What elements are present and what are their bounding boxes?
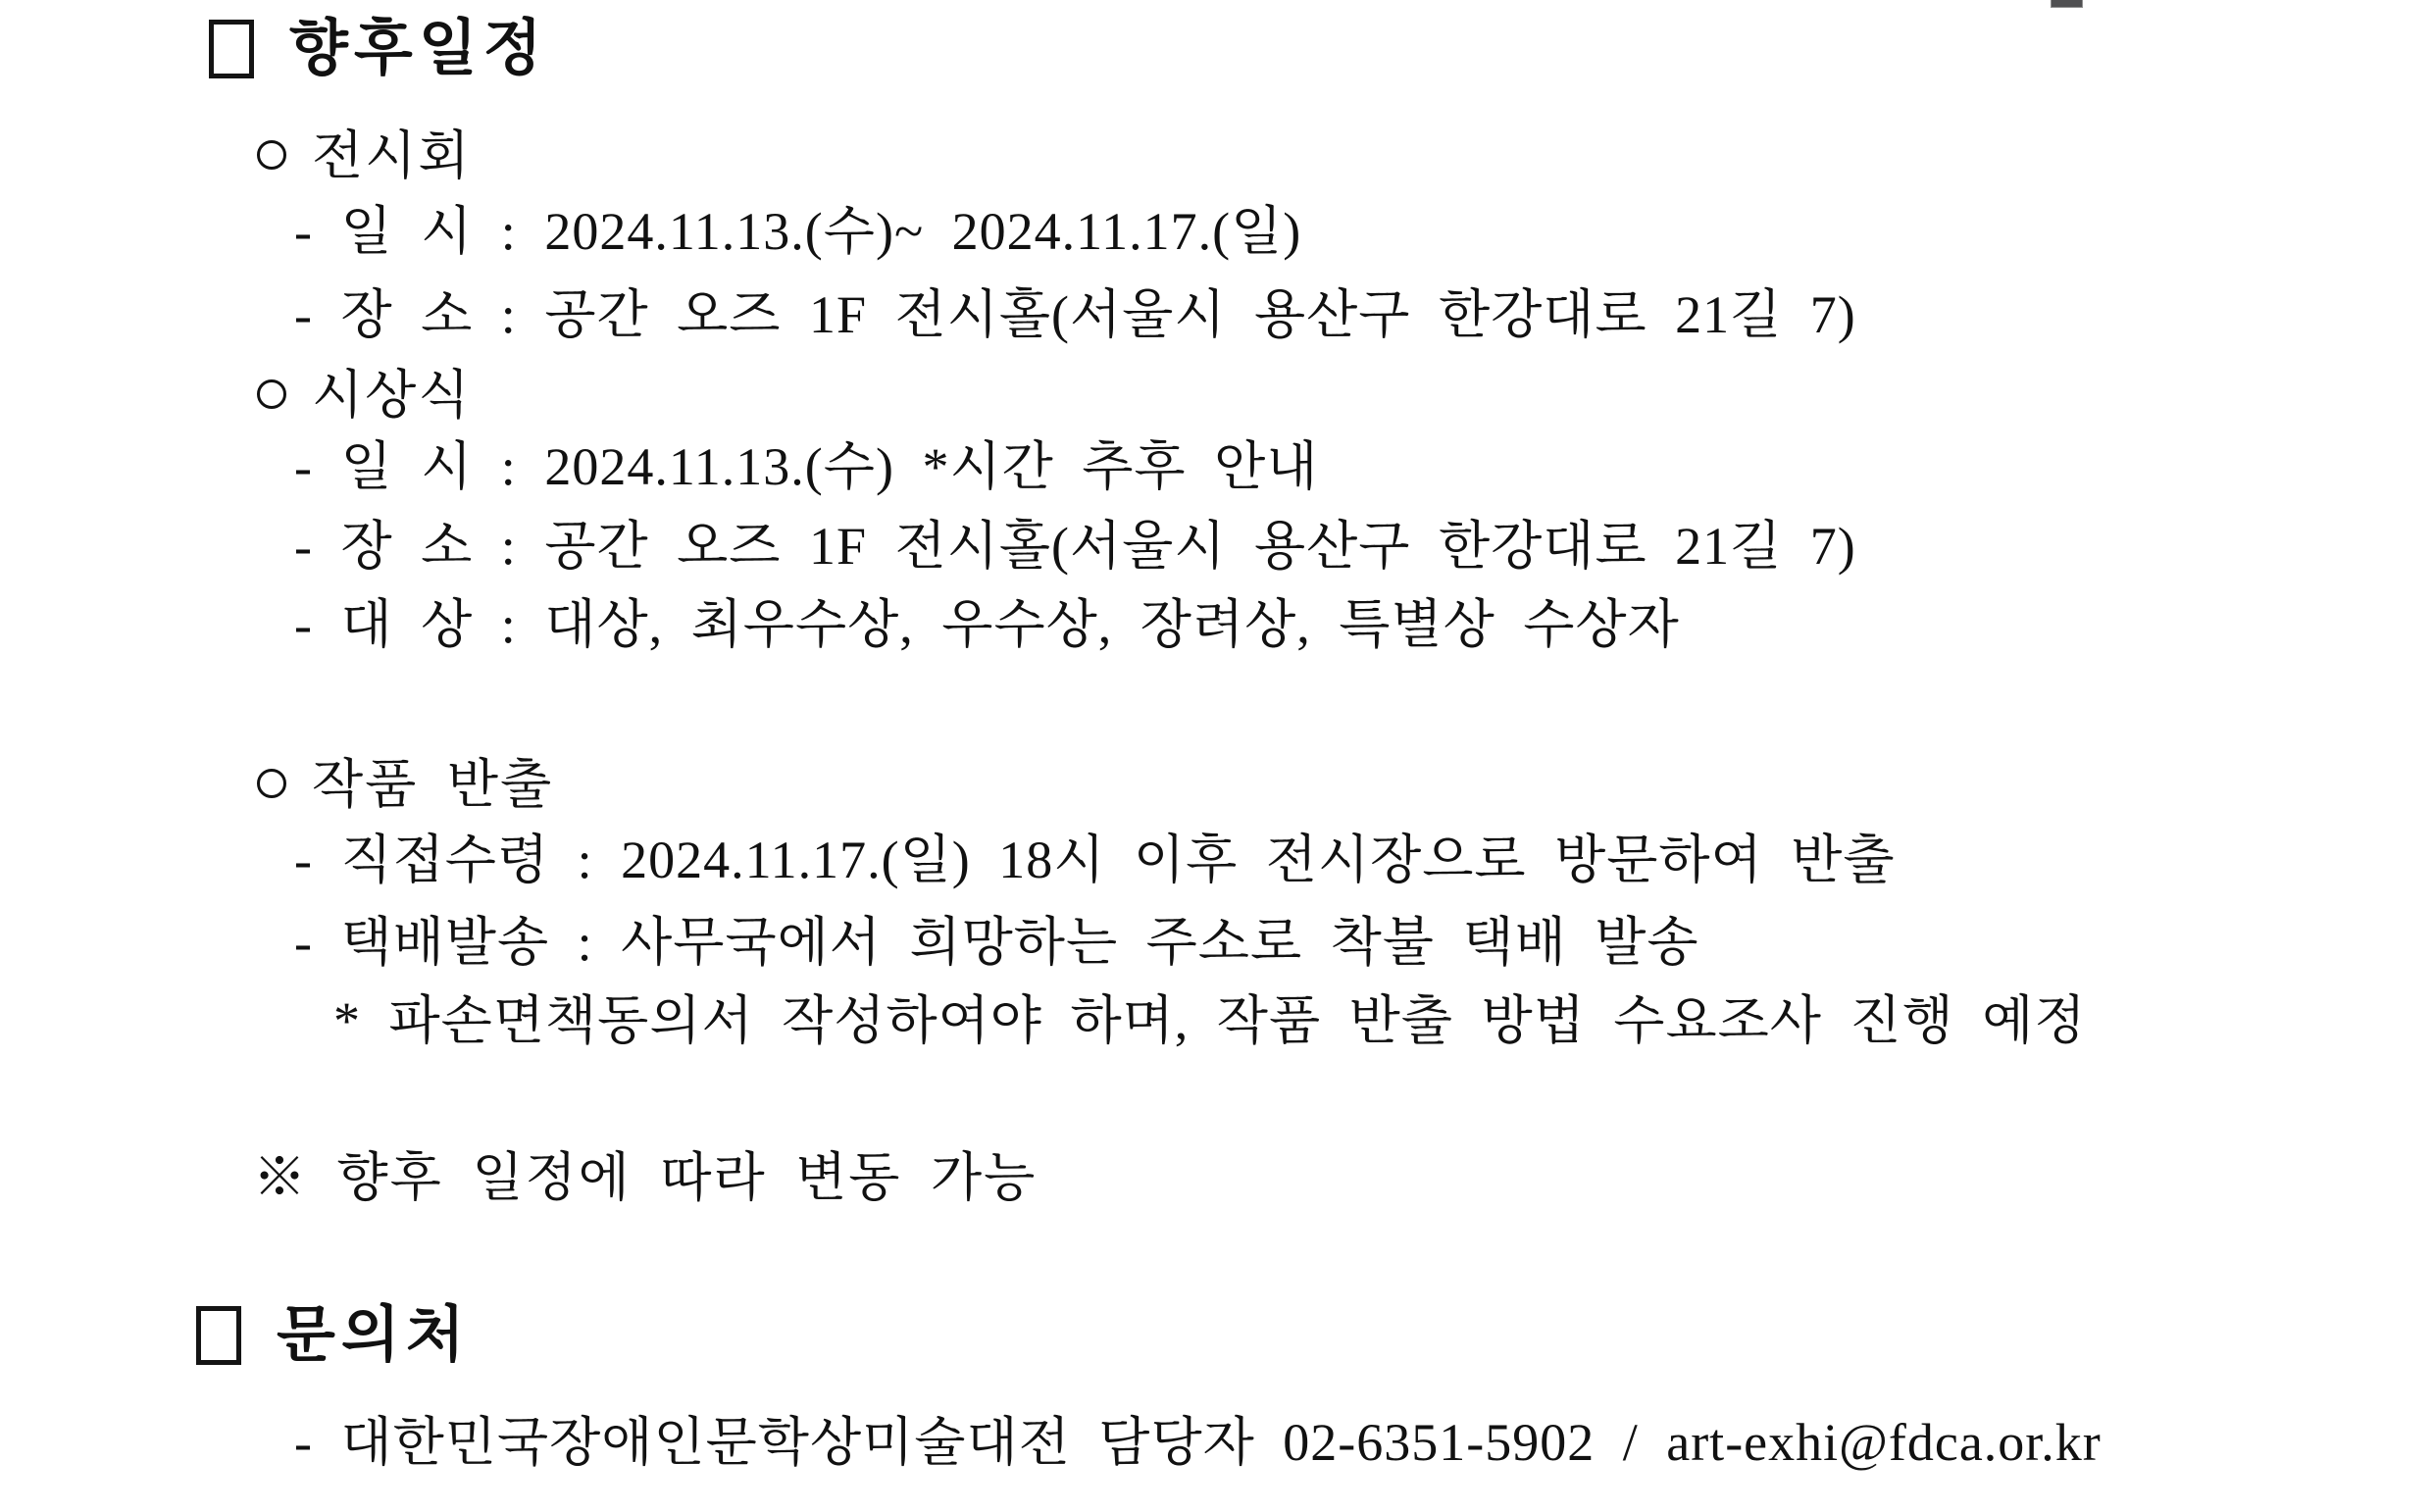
section-title-schedule: 향후일정 [289,16,548,82]
subsection-title-award-ceremony: 시상식 [312,366,472,425]
white-square-bullet-icon [196,1306,241,1365]
award-date-line: - 일 시 : 2024.11.13.(수) *시간 추후 안내 [294,437,1319,496]
award-venue-line: - 장 소 : 공간 오즈 1F 전시홀(서울시 용산구 한강대로 21길 7) [294,517,1856,576]
subsection-exhibition [257,127,472,185]
return-courier-line: - 택배발송 : 사무국에서 희망하는 주소로 착불 택배 발송 [294,913,1699,972]
award-recipients-line: - 대 상 : 대상, 최우수상, 우수상, 장려상, 특별상 수상자 [294,595,1680,654]
contact-detail-line: - 대한민국장애인문학상미술대전 담당자 02-6351-5902 / art-exhi@fdca.or.kr [294,1413,2102,1472]
circle-bullet-icon [257,140,286,170]
subsection-award-ceremony [257,367,472,425]
white-square-bullet-icon [209,20,254,78]
schedule-change-notice-line: ※ 향후 일정에 따라 변동 가능 [253,1148,1038,1207]
scrollbar-thumb-fragment[interactable] [2051,0,2083,8]
subsection-title-artwork-return: 작품 반출 [312,755,554,814]
subsection-title-exhibition: 전시회 [312,126,472,185]
return-note-line: * 파손면책동의서 작성하여야 하며, 작품 반출 방법 수요조사 진행 예정 [333,991,2087,1050]
circle-bullet-icon [257,379,286,409]
section-heading-contact [196,1302,471,1369]
exhibition-date-line: - 일 시 : 2024.11.13.(수)~ 2024.11.17.(일) [294,202,1302,261]
section-heading-schedule [209,16,548,82]
subsection-artwork-return [257,756,553,814]
exhibition-venue-line: - 장 소 : 공간 오즈 1F 전시홀(서울시 용산구 한강대로 21길 7) [294,285,1856,344]
return-pickup-line: - 직접수령 : 2024.11.17.(일) 18시 이후 전시장으로 방문하여 반출 [294,831,1896,889]
circle-bullet-icon [257,769,286,798]
section-title-contact: 문의처 [277,1302,471,1369]
